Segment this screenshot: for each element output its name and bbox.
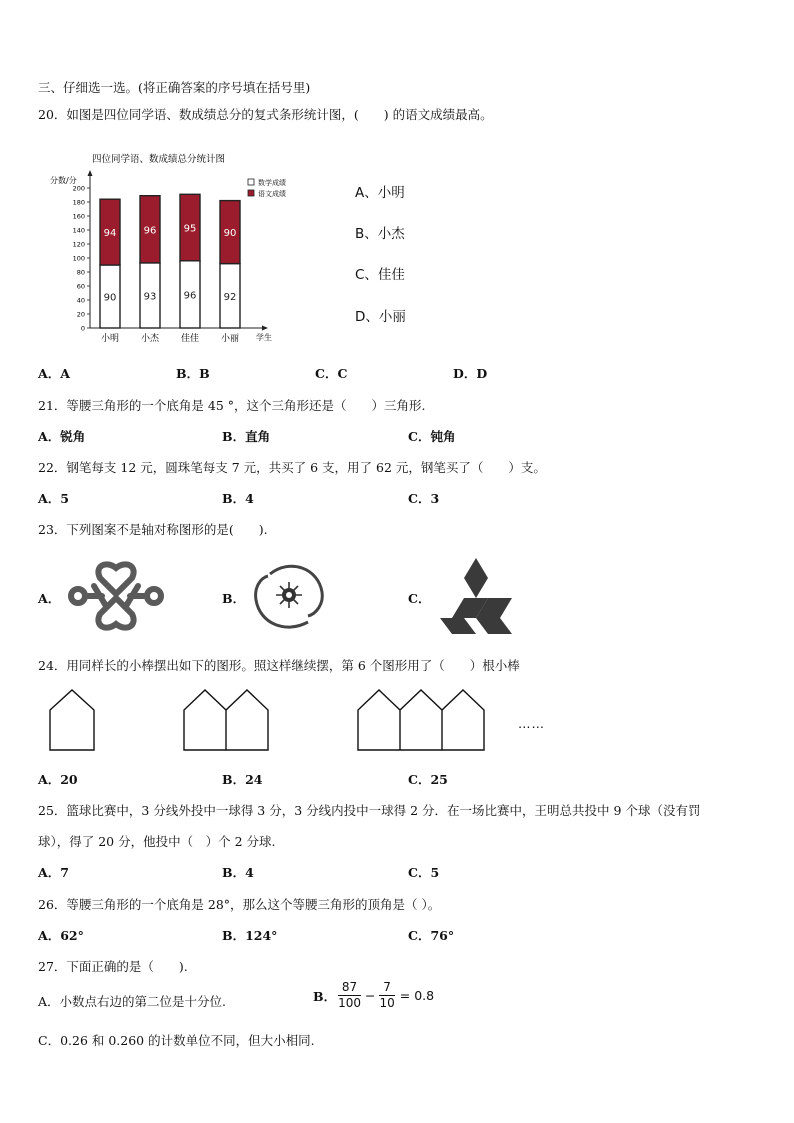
answer-label: B． bbox=[222, 865, 246, 880]
answer-label: B． bbox=[222, 491, 246, 506]
answer-text: B bbox=[199, 366, 210, 381]
q22-answer-c[interactable] bbox=[408, 489, 439, 507]
knot-pattern-image bbox=[66, 560, 166, 632]
answer-label: B． bbox=[222, 928, 246, 943]
question-23-stem: 23．下列图案不是轴对称图形的是( ). bbox=[38, 522, 268, 537]
y-tick-label: 180 bbox=[72, 198, 85, 207]
three-diamonds-logo-image bbox=[436, 556, 516, 636]
q20-side-option-c: C、佳佳 bbox=[355, 267, 405, 283]
q22-answer-a[interactable] bbox=[38, 489, 69, 507]
answer-text: 4 bbox=[245, 865, 254, 880]
fraction-87-100 bbox=[338, 980, 361, 1011]
q20-side-option-a: A、小明 bbox=[355, 185, 405, 201]
q21-answer-c[interactable] bbox=[408, 427, 455, 445]
q26-answer-a[interactable] bbox=[38, 926, 84, 944]
q27-answer-b[interactable] bbox=[313, 980, 434, 1011]
fraction-numerator: 7 bbox=[379, 980, 394, 996]
bar-math-value-label: 90 bbox=[103, 292, 117, 304]
answer-label: A． bbox=[38, 491, 61, 506]
answer-text: 124° bbox=[245, 928, 278, 943]
answer-text: 4 bbox=[245, 491, 254, 506]
fraction-numerator: 87 bbox=[338, 980, 361, 996]
stick-figure-2 bbox=[182, 688, 272, 752]
y-tick-label: 80 bbox=[76, 268, 85, 277]
y-tick-label: 140 bbox=[72, 226, 85, 235]
chart-title: 四位同学语、数成绩总分统计图 bbox=[92, 154, 226, 165]
stick-figure-1 bbox=[48, 688, 98, 752]
y-tick-label: 160 bbox=[72, 212, 85, 221]
answer-label: B． bbox=[176, 366, 200, 381]
question-22-stem: 22．钢笔每支 12 元，圆珠笔每支 7 元，共买了 6 支，用了 62 元，钢笔买了（ ）支。 bbox=[38, 460, 546, 475]
y-tick-label: 120 bbox=[72, 240, 85, 249]
bar-chart-svg bbox=[48, 148, 288, 348]
answer-text: A bbox=[60, 366, 70, 381]
q25-answer-c[interactable] bbox=[408, 863, 439, 881]
q21-answer-b[interactable] bbox=[222, 427, 270, 445]
q27-answer-a[interactable]: A．小数点右边的第二位是十分位. bbox=[38, 994, 227, 1009]
q23-answer-a-label[interactable]: A． bbox=[38, 591, 61, 606]
answer-text: 7 bbox=[60, 865, 69, 880]
y-tick-label: 0 bbox=[80, 324, 85, 333]
bar-chinese-value-label: 90 bbox=[223, 228, 237, 240]
minus-sign: − bbox=[364, 988, 376, 1003]
x-category-label: 佳佳 bbox=[180, 334, 200, 344]
section-heading: 三、仔细选一选。(将正确答案的序号填在括号里) bbox=[38, 80, 311, 95]
y-tick-label: 60 bbox=[76, 282, 85, 291]
q25-answer-a[interactable] bbox=[38, 863, 69, 881]
x-axis-arrow bbox=[262, 326, 268, 331]
question-26-stem: 26．等腰三角形的一个底角是 28°，那么这个等腰三角形的顶角是（ ）。 bbox=[38, 897, 441, 912]
answer-label: C． bbox=[408, 772, 431, 787]
answer-text: D bbox=[476, 366, 488, 381]
bar-chinese-value-label: 95 bbox=[183, 223, 197, 235]
fraction-7-10 bbox=[379, 980, 394, 1011]
question-21-stem: 21．等腰三角形的一个底角是 45 °，这个三角形还是（ ）三角形. bbox=[38, 398, 426, 413]
answer-text: 5 bbox=[430, 865, 440, 880]
question-25-stem-line2: 球），得了 20 分，他投中（ ）个 2 分球. bbox=[38, 834, 276, 849]
q20-side-option-d: D、小丽 bbox=[355, 309, 406, 325]
q26-answer-c[interactable] bbox=[408, 926, 454, 944]
q20-answer-b[interactable] bbox=[176, 364, 210, 382]
q21-answer-a[interactable] bbox=[38, 427, 85, 445]
answer-text: 5 bbox=[60, 491, 69, 506]
bar-chinese-value-label: 94 bbox=[103, 228, 117, 240]
answer-label: A． bbox=[38, 366, 61, 381]
bar-math-value-label: 92 bbox=[223, 291, 237, 303]
q20-answer-c[interactable] bbox=[315, 364, 347, 382]
x-category-label: 小杰 bbox=[140, 334, 160, 344]
answer-text: 62° bbox=[60, 928, 84, 943]
stick-figure-3 bbox=[356, 688, 488, 752]
answer-label: D． bbox=[453, 366, 477, 381]
swirl-sun-pattern-image bbox=[250, 556, 328, 634]
x-category-label: 小丽 bbox=[220, 334, 240, 344]
answer-text: 直角 bbox=[245, 429, 271, 444]
legend-label-math: 数学成绩 bbox=[258, 179, 286, 187]
answer-label: C． bbox=[408, 928, 431, 943]
q23-answer-b-label[interactable]: B． bbox=[222, 591, 246, 606]
fraction-denominator: 10 bbox=[379, 996, 395, 1010]
answer-label: C． bbox=[408, 491, 431, 506]
answer-label: B． bbox=[313, 988, 337, 1004]
answer-label: A． bbox=[38, 928, 61, 943]
continuation-ellipsis: …… bbox=[518, 716, 545, 731]
y-axis-arrow bbox=[88, 170, 93, 176]
y-tick-label: 40 bbox=[76, 296, 85, 305]
answer-text: C bbox=[337, 366, 348, 381]
question-27-stem: 27．下面正确的是（ ). bbox=[38, 959, 188, 974]
equation-result: = 0.8 bbox=[399, 988, 435, 1003]
question-25-stem-line1: 25．篮球比赛中，3 分线外投中一球得 3 分，3 分线内投中一球得 2 分．在一场比赛中，王明总共投中 9 个球（没有罚 bbox=[38, 803, 701, 818]
x-category-label: 小明 bbox=[100, 334, 120, 344]
question-24-stem: 24．用同样长的小棒摆出如下的图形。照这样继续摆，第 6 个图形用了（ ）根小棒 bbox=[38, 658, 520, 673]
bar-chart bbox=[48, 148, 288, 348]
q24-answer-c[interactable] bbox=[408, 770, 448, 788]
answer-label: C． bbox=[408, 429, 431, 444]
q27-answer-c[interactable]: C．0.26 和 0.260 的计数单位不同，但大小相同. bbox=[38, 1033, 315, 1048]
bar-math-value-label: 93 bbox=[143, 291, 157, 303]
answer-text: 3 bbox=[430, 491, 440, 506]
answer-label: A． bbox=[38, 772, 61, 787]
answer-label: A． bbox=[38, 429, 61, 444]
y-tick-label: 100 bbox=[72, 254, 85, 263]
legend-swatch-chinese bbox=[248, 190, 254, 196]
q22-answer-b[interactable] bbox=[222, 489, 254, 507]
answer-label: B． bbox=[222, 772, 246, 787]
bar-math-value-label: 96 bbox=[183, 290, 197, 302]
answer-label: C． bbox=[315, 366, 338, 381]
answer-text: 锐角 bbox=[60, 429, 86, 444]
answer-text: 76° bbox=[430, 928, 455, 943]
q20-answer-d[interactable] bbox=[453, 364, 487, 382]
legend-label-chinese: 语文成绩 bbox=[258, 190, 286, 198]
y-tick-label: 20 bbox=[76, 310, 85, 319]
q24-answer-a[interactable] bbox=[38, 770, 78, 788]
answer-text: 20 bbox=[60, 772, 78, 787]
y-tick-label: 200 bbox=[72, 184, 85, 193]
q23-answer-c-label[interactable]: C． bbox=[408, 591, 431, 606]
answer-text: 25 bbox=[430, 772, 448, 787]
legend-swatch-math bbox=[248, 179, 254, 185]
question-20-stem: 20．如图是四位同学语、数成绩总分的复式条形统计图，( ) 的语文成绩最高。 bbox=[38, 107, 493, 122]
answer-label: B． bbox=[222, 429, 246, 444]
q24-answer-b[interactable] bbox=[222, 770, 262, 788]
bar-chinese-value-label: 96 bbox=[143, 225, 157, 237]
q20-side-option-b: B、小杰 bbox=[355, 226, 405, 242]
answer-text: 钝角 bbox=[430, 429, 456, 444]
chart-xlabel: 学生 bbox=[256, 333, 272, 342]
chart-ylabel: 分数/分 bbox=[50, 176, 77, 185]
fraction-denominator: 100 bbox=[338, 996, 361, 1010]
q26-answer-b[interactable] bbox=[222, 926, 277, 944]
q25-answer-b[interactable] bbox=[222, 863, 254, 881]
answer-label: A． bbox=[38, 865, 61, 880]
answer-label: C． bbox=[408, 865, 431, 880]
answer-text: 24 bbox=[245, 772, 263, 787]
q20-answer-a[interactable] bbox=[38, 364, 70, 382]
